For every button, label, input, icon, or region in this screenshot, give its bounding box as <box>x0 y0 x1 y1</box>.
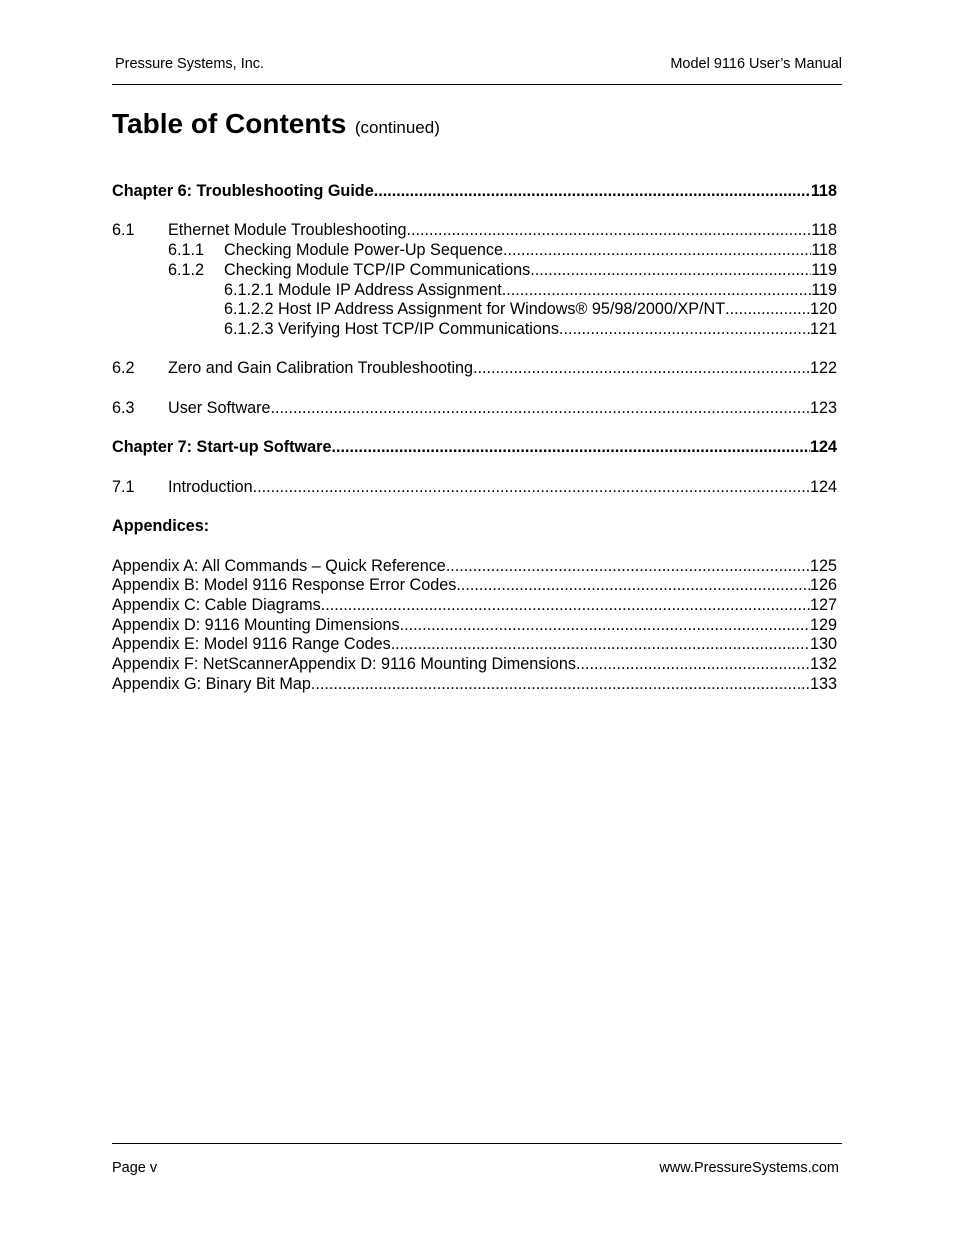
toc-entry-page: 118 <box>811 221 837 239</box>
toc-entry-6-1-2-3[interactable] <box>112 319 837 339</box>
toc-entry-page: 126 <box>809 576 837 594</box>
toc-entry-page: 119 <box>811 281 837 299</box>
toc-entry-6-3[interactable] <box>112 398 837 418</box>
toc-leader <box>446 556 810 576</box>
toc-leader <box>503 240 811 260</box>
toc-leader <box>321 595 810 615</box>
toc-leader <box>559 319 810 339</box>
toc-leader <box>253 477 810 497</box>
toc-entry-label: Appendix E: Model 9116 Range Codes <box>112 635 391 653</box>
page-title-main: Table of Contents <box>112 108 347 139</box>
toc-entry-page: 120 <box>809 300 837 318</box>
toc-entry-appendix-g[interactable] <box>112 674 837 694</box>
header-rule <box>112 84 842 85</box>
toc-entry-page: 118 <box>811 241 837 259</box>
toc-leader <box>406 220 811 240</box>
toc-entry-label: Appendix A: All Commands – Quick Reference <box>112 557 446 575</box>
toc-entry-number: 7.1 <box>112 478 135 496</box>
toc-entry-6-2[interactable] <box>112 358 837 378</box>
toc-leader <box>391 634 810 654</box>
toc-entry-page: 133 <box>809 675 837 693</box>
toc-entry-number: 6.3 <box>112 399 135 417</box>
toc-entry-number: 6.1.1 <box>168 241 205 259</box>
header-manual-title: Model 9116 User’s Manual <box>670 56 842 72</box>
toc-entry-6-1-2-1[interactable] <box>112 280 837 300</box>
toc-entry-label: 6.1.2.3 Verifying Host TCP/IP Communications <box>224 320 559 338</box>
toc-leader <box>456 575 810 595</box>
toc-entry-label: Checking Module TCP/IP Communications <box>224 261 531 279</box>
toc-entry-label: Appendix B: Model 9116 Response Error Codes <box>112 576 457 594</box>
toc-entry-label: Chapter 6: Troubleshooting Guide <box>112 182 374 200</box>
toc-leader <box>530 260 811 280</box>
toc-entry-page: 123 <box>809 399 837 417</box>
toc-leader <box>502 280 811 300</box>
toc-entry-page: 122 <box>809 359 837 377</box>
toc-entry-label: Appendix C: Cable Diagrams <box>112 596 321 614</box>
appendices-heading: Appendices: <box>112 517 210 535</box>
toc-entry-page: 118 <box>810 182 837 200</box>
toc-entry-appendix-d[interactable] <box>112 615 837 635</box>
toc-entry-chapter-7[interactable] <box>112 437 837 457</box>
toc-entry-label: Appendix G: Binary Bit Map <box>112 675 311 693</box>
toc-entry-appendix-e[interactable] <box>112 634 837 654</box>
toc-entry-label: Checking Module Power-Up Sequence <box>224 241 503 259</box>
toc-entry-label: User Software <box>168 399 271 417</box>
toc-entry-label: Appendix F: NetScannerAppendix D: 9116 Mounting Dimensions <box>112 655 577 673</box>
page-title <box>112 108 440 140</box>
toc-entry-page: 130 <box>809 635 837 653</box>
toc-entry-label: Ethernet Module Troubleshooting <box>168 221 407 239</box>
toc-entry-appendix-b[interactable] <box>112 575 837 595</box>
toc-entry-appendix-c[interactable] <box>112 595 837 615</box>
toc-leader <box>725 299 810 319</box>
toc-entry-label: Appendix D: 9116 Mounting Dimensions <box>112 616 400 634</box>
toc-entry-label: Chapter 7: Start-up Software <box>112 438 332 456</box>
toc-entry-page: 124 <box>809 478 837 496</box>
toc-entry-page: 129 <box>809 616 837 634</box>
toc-entry-page: 125 <box>809 557 837 575</box>
toc-entry-label: Introduction <box>168 478 253 496</box>
header-company: Pressure Systems, Inc. <box>115 56 265 72</box>
toc-entry-page: 121 <box>809 320 837 338</box>
toc-entry-page: 127 <box>809 596 837 614</box>
toc-leader <box>271 398 810 418</box>
toc-leader <box>311 674 810 694</box>
toc-entry-label: 6.1.2.2 Host IP Address Assignment for Windows® 95/98/2000/XP/NT <box>224 300 726 318</box>
toc-entry-number: 6.2 <box>112 359 135 377</box>
footer-website: www.PressureSystems.com <box>659 1160 839 1176</box>
page-title-sub: (continued) <box>354 118 440 137</box>
toc-entry-appendix-f[interactable] <box>112 654 837 674</box>
toc-leader <box>576 654 810 674</box>
toc-entry-page: 119 <box>811 261 837 279</box>
footer-page-number: Page v <box>112 1160 158 1176</box>
toc-entry-number: 6.1.2 <box>168 261 205 279</box>
footer-rule <box>112 1143 842 1144</box>
toc-entry-6-1-2-2[interactable] <box>112 299 837 319</box>
toc-entry-6-1-1[interactable] <box>112 240 837 260</box>
toc-leader <box>374 181 811 201</box>
toc-entry-6-1[interactable] <box>112 220 837 240</box>
toc-entry-chapter-6[interactable] <box>112 181 837 201</box>
toc-leader <box>473 358 810 378</box>
toc-entry-appendix-a[interactable] <box>112 556 837 576</box>
toc-entry-label: 6.1.2.1 Module IP Address Assignment <box>224 281 502 299</box>
toc-entry-page: 132 <box>809 655 837 673</box>
toc-entry-7-1[interactable] <box>112 477 837 497</box>
toc-entry-label: Zero and Gain Calibration Troubleshooting <box>168 359 474 377</box>
toc-entry-page: 124 <box>809 438 837 456</box>
toc-entry-number: 6.1 <box>112 221 135 239</box>
toc-leader <box>400 615 810 635</box>
toc-leader <box>331 437 810 457</box>
toc-entry-6-1-2[interactable] <box>112 260 837 280</box>
